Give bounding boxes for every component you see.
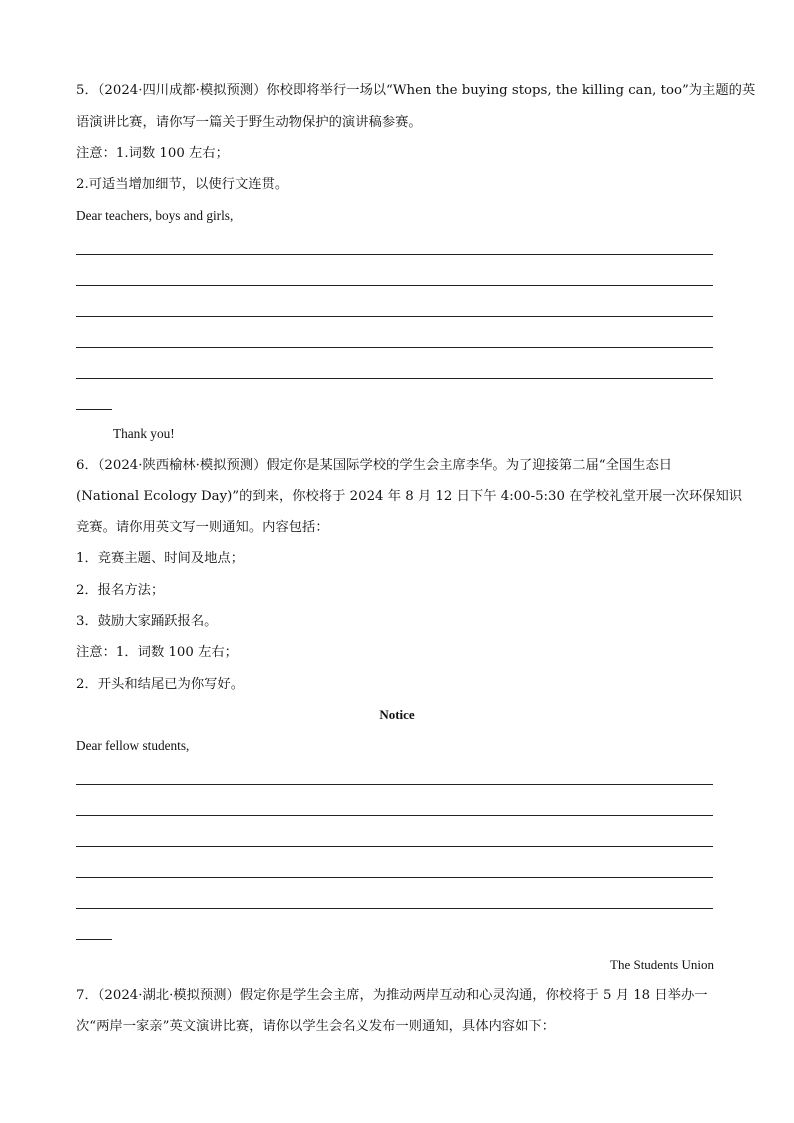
q7-prompt-line-1: 7．（2024·湖北·模拟预测）假定你是学生会主席，为推动两岸互动和心灵沟通，你校将于 5 月 18 日举办一: [76, 988, 708, 1003]
q6-writing-line: [76, 877, 713, 878]
q5-writing-line: [76, 285, 713, 286]
q6-signature: The Students Union: [610, 957, 714, 972]
q6-item-1: 1．竞赛主题、时间及地点；: [76, 551, 245, 566]
q6-writing-line: [76, 908, 713, 909]
q6-prompt-line-2: (National Ecology Day)”的到来，你校将于 2024 年 8 月 12 日下午 4:00-5:30 在学校礼堂开展一次环保知识: [76, 489, 743, 504]
q5-salutation: Dear teachers, boys and girls,: [76, 208, 234, 223]
q6-writing-line: [76, 784, 713, 785]
q6-notice-heading: Notice: [379, 707, 415, 722]
q5-closing: Thank you!: [113, 426, 175, 441]
q6-prompt-line-1: 6．（2024·陕西榆林·模拟预测）假定你是某国际学校的学生会主席李华。为了迎接第二届“全国生态日: [76, 458, 673, 473]
q6-salutation: Dear fellow students,: [76, 738, 190, 753]
q6-writing-line: [76, 815, 713, 816]
q5-prompt-line-1: 5．（2024·四川成都·模拟预测）你校即将举行一场以“When the buying stops, the killing can, too”为主题的英: [76, 83, 756, 98]
q5-writing-line-short: [76, 409, 112, 410]
q5-writing-line: [76, 316, 713, 317]
q5-writing-line: [76, 254, 713, 255]
q5-writing-line: [76, 378, 713, 379]
q5-note-1: 注意：1.词数 100 左右；: [76, 146, 229, 161]
q6-prompt-line-3: 竞赛。请你用英文写一则通知。内容包括：: [76, 520, 329, 535]
q6-writing-line-short: [76, 939, 112, 940]
q5-writing-line: [76, 347, 713, 348]
q5-prompt-line-2: 语演讲比赛，请你写一篇关于野生动物保护的演讲稿参赛。: [76, 115, 422, 130]
q6-writing-line: [76, 846, 713, 847]
q6-item-3: 3．鼓励大家踊跃报名。: [76, 614, 218, 629]
q7-prompt-line-2: 次“两岸一家亲”英文演讲比赛，请你以学生会名义发布一则通知，具体内容如下：: [76, 1019, 555, 1034]
q6-note-1: 注意：1．词数 100 左右；: [76, 645, 238, 660]
q6-note-2: 2．开头和结尾已为你写好。: [76, 677, 245, 692]
q5-note-2: 2.可适当增加细节，以使行文连贯。: [76, 177, 289, 192]
q6-item-2: 2．报名方法；: [76, 583, 165, 598]
